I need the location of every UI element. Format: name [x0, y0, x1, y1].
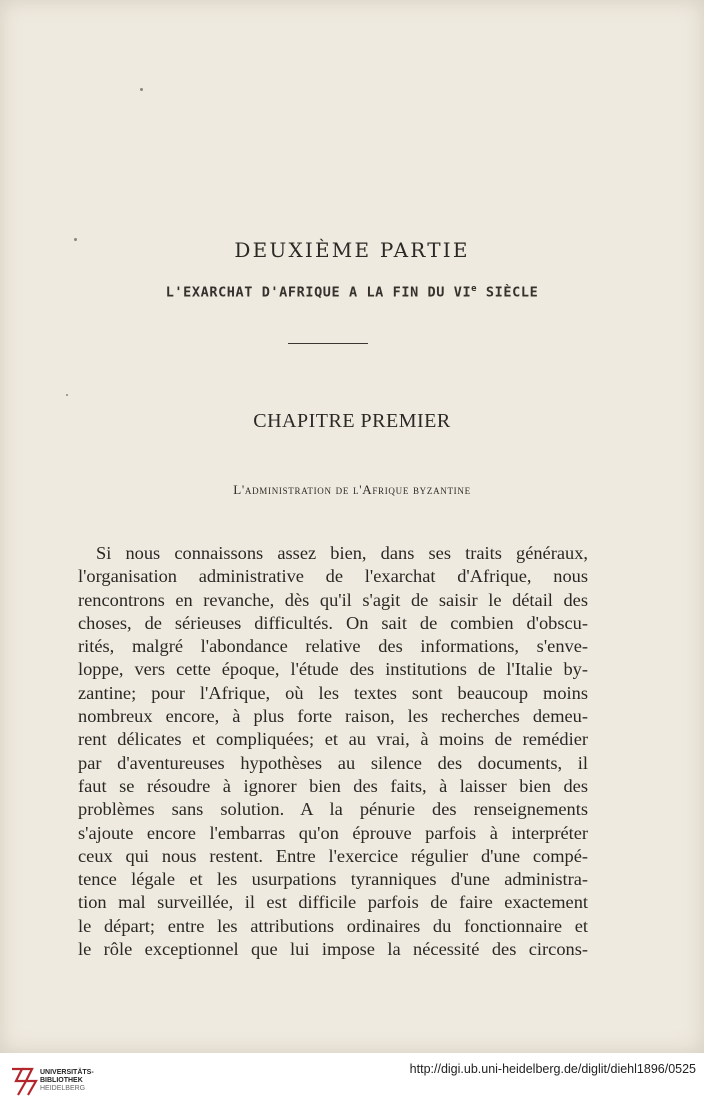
text-line: zantine; pour l'Afrique, où les textes sont beaucoup moins	[78, 682, 588, 703]
text-line: par d'aventureuses hypothèses au silence des documents, il	[78, 752, 588, 773]
text-line: rent délicates et compliquées; et au vrai, à moins de remédier	[78, 729, 588, 750]
chapter-subtitle: L'administration de l'Afrique byzantine	[233, 482, 471, 497]
part-subtitle-main: L'EXARCHAT D'AFRIQUE A LA FIN DU VI	[165, 284, 472, 301]
section-divider	[288, 343, 368, 344]
text-line: le rôle exceptionnel que lui impose la nécessité des circons-	[78, 939, 588, 960]
part-subtitle	[0, 284, 704, 301]
text-line: le départ; entre les attributions ordinaires du fonctionnaire et	[78, 915, 588, 936]
body-paragraph	[78, 542, 588, 961]
text-line: ceux qui nous restent. Entre l'exercice régulier d'une compé-	[78, 845, 588, 866]
paper-speck	[66, 394, 68, 396]
library-name-line2: BIBLIOTHEK	[40, 1077, 83, 1084]
text-line: loppe, vers cette époque, l'étude des institutions de l'Italie by-	[78, 659, 588, 680]
text-line: nombreux encore, à plus forte raison, les recherches demeu-	[78, 706, 588, 727]
library-name	[40, 1069, 94, 1093]
part-subtitle-end: SIÈCLE	[477, 284, 539, 301]
text-line: l'organisation administrative de l'exarchat d'Afrique, nous	[78, 566, 588, 587]
text-line: Si nous connaissons assez bien, dans ses traits généraux,	[96, 543, 588, 563]
text-line: choses, de sérieuses difficultés. On sait de combien d'obscu-	[78, 612, 588, 633]
text-line: rencontrons en revanche, dès qu'il s'agit de saisir le détail des	[78, 589, 588, 610]
text-line: tion mal surveillée, il est difficile parfois de faire exactement	[78, 892, 588, 913]
text-line: faut se résoudre à ignorer bien des faits, à laisser bien des	[78, 775, 588, 796]
text-line: tence légale et les usurpations tyranniques d'une administra-	[78, 869, 588, 890]
chapter-title: CHAPITRE PREMIER	[253, 410, 451, 432]
library-name-line3: HEIDELBERG	[40, 1085, 86, 1092]
part-subtitle-sup: e	[471, 284, 478, 294]
text-line: rités, malgré l'abondance relative des informations, s'enve-	[78, 636, 588, 657]
paper-speck	[140, 88, 143, 91]
text-line: problèmes sans solution. A la pénurie des renseignements	[78, 799, 588, 820]
source-url-link[interactable]: http://digi.ub.uni-heidelberg.de/diglit/diehl1896/0525	[409, 1062, 696, 1076]
text-line: s'ajoute encore l'embarras qu'on éprouve parfois à interpréter	[78, 822, 588, 843]
library-logo-icon	[8, 1061, 44, 1099]
footer-bar	[0, 1053, 704, 1106]
library-name-line1: UNIVERSITÄTS-	[40, 1069, 94, 1076]
part-title: DEUXIÈME PARTIE	[234, 238, 470, 262]
